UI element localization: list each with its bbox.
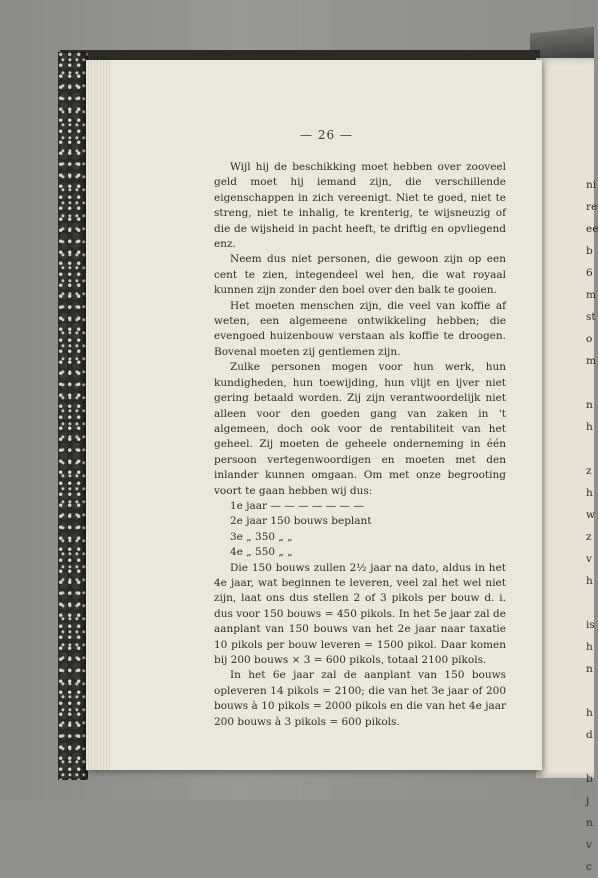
facing-page-fragment: v — [586, 839, 592, 851]
marbled-cover — [58, 52, 88, 780]
facing-page-fragment: h — [586, 707, 593, 719]
facing-page-fragment: h — [586, 575, 593, 587]
facing-page-fragment: n — [586, 399, 593, 411]
facing-page-text — [586, 174, 598, 878]
paragraph: Wijl hij de beschikking moet hebben over zooveel geld moet hij iemand zijn, die verschillende eigenschappen in zich vereenigt. Niet te goed, niet te streng, niet te inhalig, te krenterig, te wijsneuzig of die de wijsheid in pacht heeft, te driftig en opvliegend enz. — [214, 161, 506, 251]
paragraph: Zulke personen mogen voor hun werk, hun kundigheden, hun toewijding, hun vlijt en ijver niet gering betaald worden. Zij zijn verantwoordelijk niet alleen voor den goeden gang van zaken in 't algemeen, doch ook voor de rentabiliteit van het geheel. Zij moeten de geheele onderneming in één persoon vertegenwoordigen en moeten met den inlander kunnen omgaan. Om met onze begrooting voort te gaan hebben wij dus: — [214, 361, 506, 497]
facing-page-fragment — [586, 372, 598, 394]
facing-page-fragment: v — [586, 553, 592, 565]
schedule-line: 2e jaar 150 bouws beplant — [230, 515, 372, 528]
facing-page-fragment — [586, 680, 598, 702]
paragraph: Neem dus niet personen, die gewoon zijn op een cent te zien, integendeel wel hen, die wat royaal kunnen zijn zonder den boel over den balk te gooien. — [214, 253, 506, 297]
facing-page-fragment: n — [586, 817, 593, 829]
schedule-line: 3e „ 350 „ „ — [230, 530, 293, 543]
facing-page-fragment: j — [586, 795, 590, 807]
facing-page-fragment: n — [586, 663, 593, 675]
facing-page-fragment: m — [586, 289, 596, 301]
page-number: — 26 — — [300, 128, 353, 142]
facing-page-fragment: ee — [586, 223, 598, 235]
facing-page-fragment — [586, 746, 598, 768]
facing-page-fragment: 6 — [586, 267, 593, 279]
body-text — [214, 160, 506, 730]
facing-page-fragment: h — [586, 421, 593, 433]
paragraph: Die 150 bouws zullen 2½ jaar na dato, aldus in het 4e jaar, wat beginnen te leveren, veel zal het wel niet zijn, laat ons dus stellen 2 of 3 pikols per bouw d. i. dus voor 150 bouws = 450 pikols. In het 5e jaar zal de aanplant van 150 bouws van het 2e jaar naar taxatie 10 pikols per bouw leveren = 1500 pikol. Daar komen bij 200 bouws × 3 = 600 pikols, totaal 2100 pikols. — [214, 561, 506, 666]
page-edges — [86, 60, 110, 770]
schedule-line: 1e jaar — — — — — — — — [230, 499, 364, 512]
facing-page-fragment: h — [586, 487, 593, 499]
facing-page-fragment: b — [586, 773, 593, 785]
paragraph: Het moeten menschen zijn, die veel van koffie af weten, een algemeene ontwikkeling hebben; die evengoed huizenbouw verstaan als koffie te droogen. Bovenal moeten zij gentlemen zijn. — [214, 299, 506, 358]
facing-page-fragment — [586, 438, 598, 460]
schedule-line: 4e „ 550 „ „ — [230, 546, 293, 559]
facing-page-fragment: z — [586, 531, 592, 543]
facing-page-fragment: m — [586, 355, 596, 367]
facing-page-fragment: c — [586, 861, 592, 873]
facing-page-fragment: h — [586, 641, 593, 653]
facing-page-fragment: ni — [586, 179, 597, 191]
facing-page-fragment: w — [586, 509, 595, 521]
facing-page-fragment: st — [586, 311, 596, 323]
facing-page-fragment: is — [586, 619, 595, 631]
paragraph: In het 6e jaar zal de aanplant van 150 bouws opleveren 14 pikols = 2100; die van het 3e jaar of 200 bouws à 10 pikols = 2000 pikols en die van het 4e jaar 200 bouws à 3 pikols = 600 pikols. — [214, 669, 506, 728]
facing-page-fragment: d — [586, 729, 593, 741]
facing-page-fragment — [586, 592, 598, 614]
facing-page-fragment: o — [586, 333, 593, 345]
facing-page-fragment: b — [586, 245, 593, 257]
facing-page-fragment: z — [586, 465, 592, 477]
facing-page-fragment: re — [586, 201, 598, 213]
